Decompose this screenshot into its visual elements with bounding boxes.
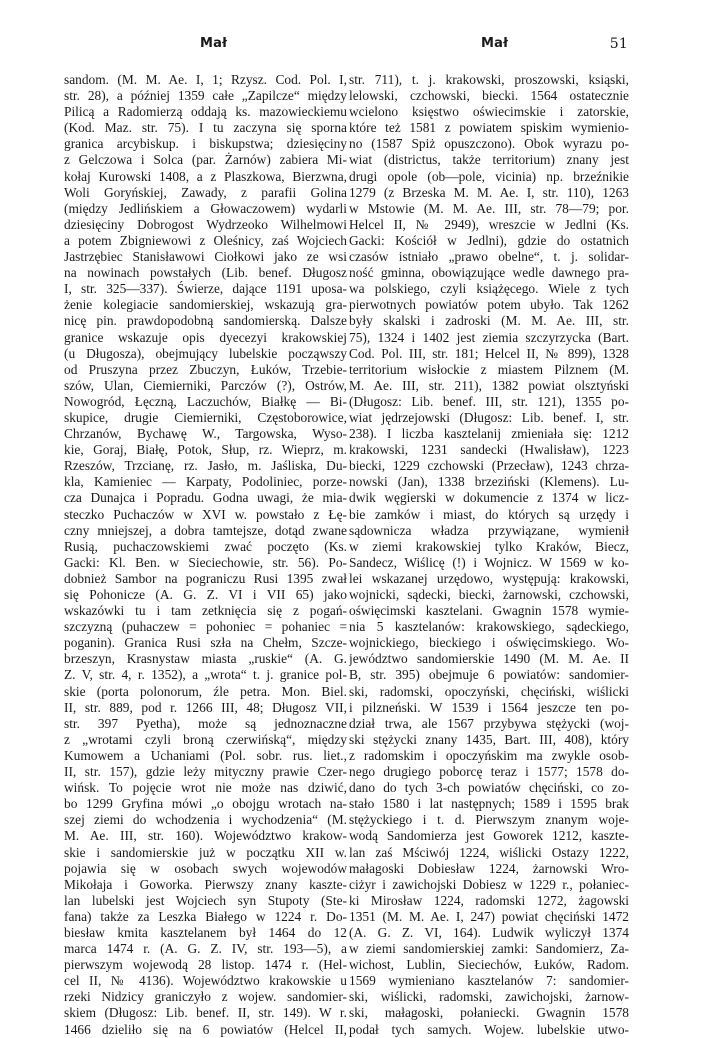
text-line: 1279 (z Brzeska M. M. Ae. I, str. 110), 1263	[349, 184, 629, 200]
text-line: z radomskim i opoczyńskim ma zwykle osob-	[349, 747, 629, 763]
text-line: Gacki: Kl. Ben. w Sieciechowie, str. 56). Po-	[64, 554, 347, 570]
text-line: cza Dunajca i Popradu. Godna uwagi, że mia-	[64, 490, 347, 506]
text-line: skie i sandomierskie już w początku XII w.	[64, 844, 347, 860]
text-line: dano do tych 3-ch powiatów chęciński, co zo-	[349, 780, 629, 796]
text-line: Helcel II, № 2949), wreszcie w Jedlni (Ks.	[349, 216, 629, 232]
text-line: nicę pin. prawdopodobną sandomierską. Dalsze	[64, 313, 347, 329]
text-line: territorium wisłockie z miastem Pilznem (M.	[349, 361, 629, 377]
text-line: Rusią, puchaczowskiemi zwać poczęto (Ks.	[64, 538, 347, 554]
text-line: pierwszym wojewodą 28 listop. 1474 r. (Hel-	[64, 957, 347, 973]
text-line: dziesięciny Dobrogost Wydrzeoko Wilhelmowi	[64, 216, 347, 232]
text-line: II, str. 889, pod r. 1266 III, 48; Długosz VII,	[64, 699, 347, 715]
text-line: od Pruszyna przez Zbuczyn, Łuków, Trzebie-	[64, 361, 347, 377]
text-line: na nowinach powstałych (Lib. benef. Długosz	[64, 265, 347, 281]
text-line: podał tych samych. Wojew. lubelskie utwo-	[349, 1021, 629, 1037]
text-line: kla, Kamieniec — Karpaty, Podoliniec, porze-	[64, 474, 347, 490]
text-line: wiat (districtus, także territorium) znany jest	[349, 152, 629, 168]
text-line: wojnickiego, bieckiego i oświęcimskiego. Wo-	[349, 635, 629, 651]
text-line: Pilicą a Radomierzą oddają ks. mazowieckiemu	[64, 104, 347, 120]
text-line: Mikołaja i Goworka. Pierwszy znany kaszte-	[64, 876, 347, 892]
text-line: kołaj Kurowski 1408, a z Plaszkowa, Bierzwna,	[64, 168, 347, 184]
text-line: dobnież Sambor na pograniczu Rusi 1395 zwał	[64, 570, 347, 586]
text-line: Sandecz, Wiślicę (!) i Wojnicz. W 1569 w ko-	[349, 554, 629, 570]
text-line: bo 1299 Gryfina mówi „o obojgu wrotach na-	[64, 796, 347, 812]
text-line: czny mniejszej, a dobra tamtejsze, dotąd zwane	[64, 522, 347, 538]
text-line: wichost, Lublin, Sieciechów, Łuków, Radom.	[349, 957, 629, 973]
text-line: małagoski Dobiesław 1224, żarnowski Wro-	[349, 860, 629, 876]
text-line: skiem (Długosz: Lib. benef. II, str. 149). W r.	[64, 1005, 347, 1021]
text-line: dział trwa, ale 1567 przybywa stężycki (woj-	[349, 715, 629, 731]
text-line: w ziemi sandomierskiej zamki: Sandomierz, Za-	[349, 941, 629, 957]
text-line: biecki, 1229 czchowski (Przecław), 1243 chrza-	[349, 458, 629, 474]
text-line: sandom. (M. M. Ae. I, 1; Rzysz. Cod. Pol. I,	[64, 72, 347, 87]
text-line: (Kod. Maz. str. 75). I tu zaczyna się sporna	[64, 120, 347, 136]
text-line: w Mstowie (M. M. Ae. III, str. 78—79; por.	[349, 200, 629, 216]
text-line: były skalski i zadroski (M. M. Ae. III, str.	[349, 313, 629, 329]
text-line: Z. V, str. 4, r. 1352), a „wrota“ t. j. granice pol-	[64, 667, 347, 683]
running-head-center: Mał	[481, 36, 509, 51]
text-line: drugi opole (ob—pole, vicinia) np. brzeźnikie	[349, 168, 629, 184]
right-column	[349, 72, 629, 1038]
text-line: stało 1580 i lat następnych; 1589 i 1595 brak	[349, 796, 629, 812]
text-line: (Długosz: Lib. benef. III, str. 121), 1355 po-	[349, 393, 629, 409]
text-line: ski, wiślicki, radomski, zawichojski, żarnow-	[349, 989, 629, 1005]
text-line: wcielono księstwo oświecimskie i zatorskie,	[349, 104, 629, 120]
text-line: rzeki Nidzicy graniczyło z wojew. sandomier-	[64, 989, 347, 1005]
text-line: wodą Sandomierza jest Goworek 1212, kaszte-	[349, 828, 629, 844]
text-line: żenie kolegiacie sandomierskiej, wskazują gra-	[64, 297, 347, 313]
text-line: 238). I liczba kasztelanij zmieniała się: 1212	[349, 426, 629, 442]
text-line: B, str. 395) obejmuje 6 powiatów: sandomier-	[349, 667, 629, 683]
text-line: nia 5 kasztelanów: krakowskiego, sądeckiego,	[349, 619, 629, 635]
text-line: lei wskazanej urzędowo, występują: krakowski,	[349, 570, 629, 586]
text-line: biesław kmita kasztelanem był 1464 do 12	[64, 924, 347, 940]
text-line: ski, radomski, opoczyński, chęciński, wiślicki	[349, 683, 629, 699]
text-line: Cod. Pol. III, str. 181; Helcel II, № 899), 1328	[349, 345, 629, 361]
text-line: wojnicki, sądecki, biecki, żarnowski, czchowski,	[349, 587, 629, 602]
text-line: wa polskiego, czyli książęcego. Wiele z tych	[349, 281, 629, 297]
text-line: jewództwo sandomierskie 1490 (M. M. Ae. II	[349, 651, 629, 667]
text-line: wińsk. To pojęcie wrot nie może nas dziwić,	[64, 780, 347, 796]
text-line: M. Ae. III, str. 211), 1382 powiat olsztyński	[349, 377, 629, 393]
text-line: Woli Goryńskiej, Zawady, z parafii Golina	[64, 184, 347, 200]
text-line: czasów istniało „prawo obelne“, t. j. solidar-	[349, 249, 629, 265]
text-line: cel II, № 4136). Województwo krakowskie u	[64, 973, 347, 989]
text-line: wiat jędrzejowski (Długosz: Lib. benef. I, str.	[349, 409, 629, 425]
text-line: skie (porta polonorum, źle petra. Mon. Biel.	[64, 683, 347, 699]
text-line: str. 397 Pyetha), może są jednoznaczne	[64, 715, 347, 731]
text-line: 1569 wymieniano kasztelanów 7: sandomier-	[349, 973, 629, 989]
page-header	[64, 36, 628, 58]
text-line: (A. G. Z. VI, 164). Ludwik wyliczył 1374	[349, 924, 629, 940]
text-line: (u Długosza), obejmujący lubelskie począwszy	[64, 345, 347, 361]
text-line: pierwotnych powiatów potem ubyło. Tak 1262	[349, 297, 629, 313]
text-line: wskazówki tu i tam zetknięcia się z pogań-	[64, 603, 347, 619]
text-line: lan zaś Mściwój 1224, wiślicki Ostazy 1222,	[349, 844, 629, 860]
text-line: ski stężycki znany 1435, Bart. III, 408), który	[349, 731, 629, 747]
text-line: Chrzanów, Bychawę W., Targowska, Wyso-	[64, 426, 347, 442]
text-line: ski, małagoski, połaniecki. Gwagnin 1578	[349, 1005, 629, 1021]
running-head-left: Mał	[200, 36, 228, 51]
text-line: Jastrzębiec Stanisławowi Ciołkowi jako ze wsi	[64, 249, 347, 265]
text-line: szczyzną (puhaczew = pohoniec = pohaniec =	[64, 619, 347, 635]
text-line: 1351 (M. M. Ae. I, 247) powiat chęciński 1472	[349, 908, 629, 924]
text-line: sądownicza władza przywiązane, wymienił	[349, 522, 629, 538]
text-line: steczko Puchaczów w XVI w. powstało z Łę-	[64, 506, 347, 522]
text-line: fana) także za Leszka Białego w 1224 r. Do-	[64, 908, 347, 924]
text-line: szów, Ulan, Ciemierniki, Parczów (?), Ostrów,	[64, 377, 347, 393]
text-line: lan lubelski jest Wojciech syn Stupoty (Ste-	[64, 892, 347, 908]
text-line: z Gelczowa i Solca (par. Żarnów) zabiera Mi-	[64, 152, 347, 168]
text-line: oświęcimski kasztelani. Gwagnin 1578 wymie-	[349, 603, 629, 619]
text-line: Kumowem a Uchaniami (Pol. sobr. rus. liet.,	[64, 747, 347, 763]
text-line: a potem Zbigniewowi z Oleśnicy, zaś Wojciech	[64, 232, 347, 248]
text-line: bie zamków i miast, do których są urzędy i	[349, 506, 629, 522]
text-line: i pilzneński. W 1539 i 1564 jeszcze ten po-	[349, 699, 629, 715]
text-line: krakowski, 1231 sandecki (Hwalisław), 1223	[349, 442, 629, 458]
text-line: 1466 dzieliło się na 6 powiatów (Helcel II,	[64, 1021, 347, 1037]
text-line: z „wrotami czyli broną czerwińską“, między	[64, 731, 347, 747]
text-line: Gacki: Kościół w Jedlni), gdzie do ostatnich	[349, 232, 629, 248]
text-line: (między Jedlińskiem a Głowaczowem) wydarli	[64, 200, 347, 216]
text-line: stężyckiego i t. d. Pierwszym znanym woje-	[349, 812, 629, 828]
text-line: ność gminna, obowiązujące wedle dawnego pra-	[349, 265, 629, 281]
text-line: dwik węgierski w dokumencie z 1374 w licz-	[349, 490, 629, 506]
left-column	[64, 72, 347, 1038]
text-line: które też 1581 z powiatem spiskim wymienio-	[349, 120, 629, 136]
text-line: str. 28), a później 1359 całe „Zapilcze“ między	[64, 88, 347, 104]
text-line: Nowogród, Łęczną, Laczuchów, Białkę — Bi-	[64, 393, 347, 409]
text-line: nowski (Jan), 1338 brzeziński (Klemens). Lu-	[349, 474, 629, 490]
text-line: szej ziemi do wchodzenia i wychodzenia“ (M.	[64, 812, 347, 828]
page-number: 51	[609, 36, 628, 52]
text-line: poganin). Granica Rusi szła na Chełm, Szcze-	[64, 635, 347, 651]
text-line: skupice, drugie Ciemierniki, Częstoborowice,	[64, 409, 347, 425]
text-line: I, str. 325—337). Świerze, dające 1191 uposa-	[64, 281, 347, 297]
text-line: marca 1474 r. (A. G. Z. IV, str. 193—5), a	[64, 941, 347, 957]
text-line: ciżyr i zawichojski Dobiesz w 1229 r., połaniec-	[349, 876, 629, 892]
text-line: granica arcybiskup. i biskupstwa; dziesięciny	[64, 136, 347, 152]
text-line: kie, Goraj, Białę, Potok, Słup, rz. Wieprz, m.	[64, 442, 347, 458]
text-line: str. 711), t. j. krakowski, proszowski, ksiąski,	[349, 72, 629, 87]
text-line: no (1587 Spiż opuszczono). Obok wyrazu po-	[349, 136, 629, 152]
text-line: II, str. 157), gdzie leży mityczny prawie Czer-	[64, 764, 347, 780]
text-line: Rzeszów, Trzcianę, rz. Jasło, m. Jaśliska, Du-	[64, 458, 347, 474]
text-line: pojawia się w osobach swych wojewodów	[64, 860, 347, 876]
text-line: brzeszyn, Krasnystaw miasta „ruskie“ (A. G.	[64, 651, 347, 667]
text-line: granice wskazuje opis dyecezyi krakowskiej	[64, 329, 347, 345]
text-line: M. Ae. III, str. 160). Województwo krakow-	[64, 828, 347, 844]
text-line: nego drugiego poborcę teraz i 1577; 1578 do-	[349, 764, 629, 780]
text-line: w ziemi krakowskiej tylko Kraków, Biecz,	[349, 538, 629, 554]
text-line: ki Mirosław 1224, radomski 1272, żagowski	[349, 892, 629, 908]
text-line: się Pohonicze (A. G. Z. VI i VII 65) jako	[64, 587, 347, 602]
text-line: lelowski, czchowski, biecki. 1564 ostatecznie	[349, 88, 629, 104]
text-line: 75), 1324 i 1402 jest ziemia szczyrzycka (Bart.	[349, 329, 629, 345]
